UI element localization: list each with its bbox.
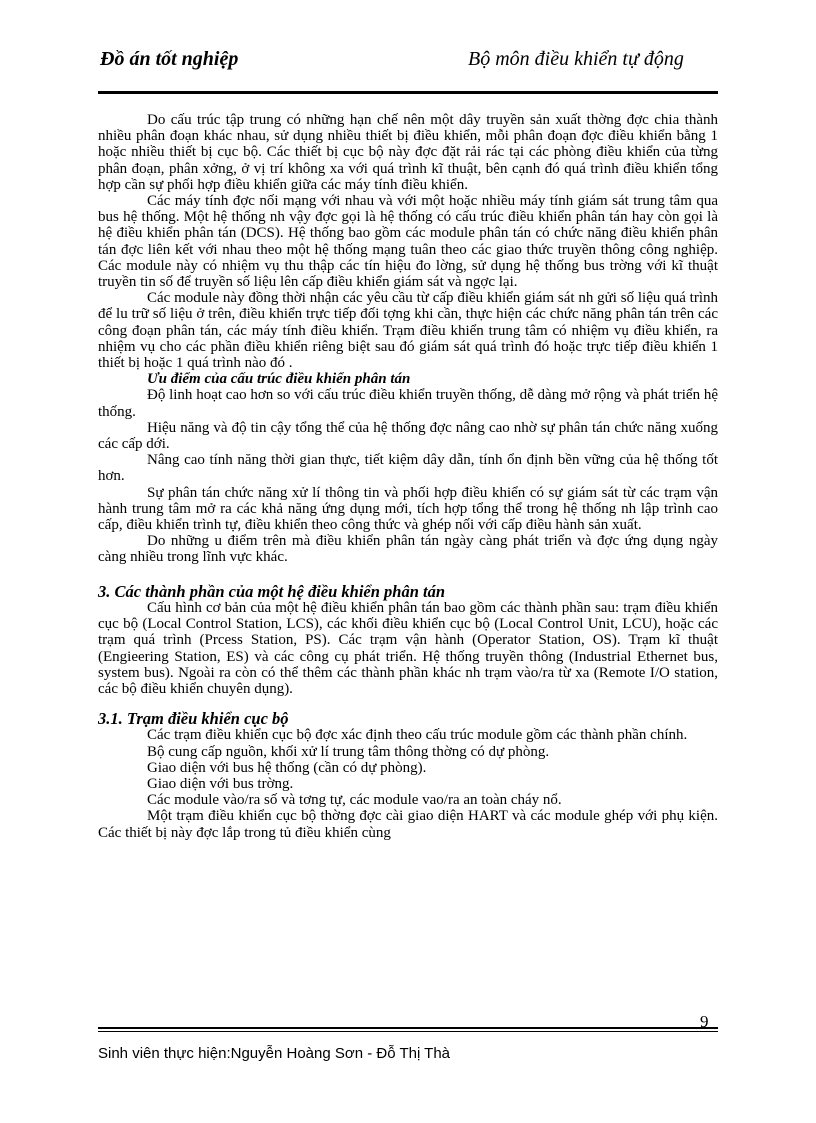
page-body bbox=[98, 112, 718, 841]
paragraph: Do cấu trúc tập trung có những hạn chế nên một dây truyền sản xuất thờng đợc chia thành nhiều phân đoạn khác nhau, sử dụng nhiều thiết bị điều khiển, mỗi phân đoạn đợc điều khiển bằng 1 hoặc nhiều thiết bị cục bộ. Các thiết bị cục bộ này đợc đặt rải rác tại các phòng điều khiển của từng phân đoạn, phân xởng, ở vị trí không xa với quá trình kĩ thuật, bên cạnh đó quá trình điều khiển tổng hợp cần sự phối hợp điều khiển giữa các máy tính điều khiển. bbox=[98, 112, 718, 193]
list-item: Giao diện với bus hệ thống (cần có dự phòng). bbox=[147, 759, 427, 776]
footer-rule-thin bbox=[98, 1031, 718, 1032]
footer-authors: Sinh viên thực hiện:Nguyễn Hoàng Sơn - Đỗ Thị Thà bbox=[98, 1045, 451, 1062]
list-item: Các module vào/ra số và tơng tự, các module vao/ra an toàn cháy nổ. bbox=[147, 792, 562, 809]
header-rule bbox=[98, 91, 718, 94]
paragraph: Độ linh hoạt cao hơn so với cấu trúc điều khiển truyền thống, dễ dàng mở rộng và phát triển hệ thống. bbox=[98, 387, 718, 420]
paragraph: Các module này đồng thời nhận các yêu cầu từ cấp điều khiển giám sát nh gửi số liệu quá trình để lu trữ số liệu ở trên, điều khiển trực tiếp đối tợng khi cần, thực hiện các chức năng phân tán trên các công đoạn phân tán, các máy tính điều khiển. Trạm điều khiển trung tâm có nhiệm vụ điều khiển, ra nhiệm vụ cho các phần điều khiển riêng biệt sau đó giám sát quá trình đó hoặc trực tiếp điều khiển 1 thiết bị hoặc 1 quá trình nào đó . bbox=[98, 290, 718, 372]
paragraph: Hiệu năng và độ tin cậy tổng thể của hệ thống đợc nâng cao nhờ sự phân tán chức năng xuống các cấp dới. bbox=[98, 419, 718, 453]
paragraph: Các trạm điều khiển cục bộ đợc xác định theo cấu trúc module gồm các thành phần chính. bbox=[147, 727, 688, 744]
paragraph: Một trạm điều khiển cục bộ thờng đợc cài giao diện HART và các module ghép với phụ kiện. Các thiết bị này đợc lắp trong tủ điều khiển cùng bbox=[98, 808, 718, 841]
list-item: Giao diện với bus trờng. bbox=[147, 775, 294, 792]
section-heading-3: 3. Các thành phần của một hệ điều khiển phân tán bbox=[98, 581, 446, 601]
footer-rule bbox=[98, 1027, 718, 1029]
header-thesis-title: Đồ án tốt nghiệp bbox=[100, 48, 239, 70]
header-department: Bộ môn điều khiển tự động bbox=[468, 48, 684, 70]
paragraph: Do những u điểm trên mà điều khiển phân tán ngày càng phát triển và đợc ứng dụng ngày càng nhiều trong lĩnh vực khác. bbox=[98, 533, 718, 566]
section-heading-3-1: 3.1. Trạm điều khiển cục bộ bbox=[98, 709, 289, 729]
subheading-advantages: Ưu điểm của cấu trúc điều khiển phân tán bbox=[147, 371, 411, 388]
page-number: 9 bbox=[700, 1012, 709, 1031]
list-item: Bộ cung cấp nguồn, khối xử lí trung tâm thông thờng có dự phòng. bbox=[147, 743, 550, 760]
paragraph: Sự phân tán chức năng xử lí thông tin và phối hợp điều khiển có sự giám sát từ các trạm vận hành trung tâm mở ra các khả năng ứng dụng mới, tích hợp tổng thể trong hệ thống nh lập trình cao cấp, điều khiển trình tự, điều khiển theo công thức và ghép nối với cấp điều hành sản xuất. bbox=[98, 484, 718, 534]
paragraph: Cấu hình cơ bản của một hệ điều khiển phân tán bao gồm các thành phần sau: trạm điều khiển cục bộ (Local Control Station, LCS), các khối điều khiển cục bộ (Local Control Unit, LCU), hoặc các trạm quá trình (Prcess Station, PS). Các trạm vận hành (Operator Station, OS). Trạm kĩ thuật (Engieering Station, ES) và các công cụ phát triển. Hệ thống truyền thông (Industrial Ethernet bus, system bus). Ngoài ra còn có thể thêm các thành phần khác nh trạm vào/ra từ xa (Remote I/O station, các bộ điều khiển chuyên dụng). bbox=[98, 599, 718, 697]
paragraph: Nâng cao tính năng thời gian thực, tiết kiệm dây dẫn, tính ổn định bền vững của hệ thống tốt hơn. bbox=[98, 452, 718, 485]
paragraph: Các máy tính đợc nối mạng với nhau và với một hoặc nhiều máy tính giám sát trung tâm qua bus hệ thống. Một hệ thống nh vậy đợc gọi là hệ thống có cấu trúc điều khiển phân tán hay còn gọi là hệ điều khiển phân tán (DCS). Hệ thống bao gồm các module phân tán có chức năng điều khiển phân tán đợc liên kết với nhau theo một hệ thống mạng tuân theo các giao thức truyền thông công nghiệp. Các module này có nhiệm vụ thu thập các tín hiệu đo lờng, sử dụng hệ thống bus trờng với kĩ thuật truyền tin số để truyền số liệu lên cấp điều khiển giám sát và ngợc lại. bbox=[98, 193, 718, 291]
